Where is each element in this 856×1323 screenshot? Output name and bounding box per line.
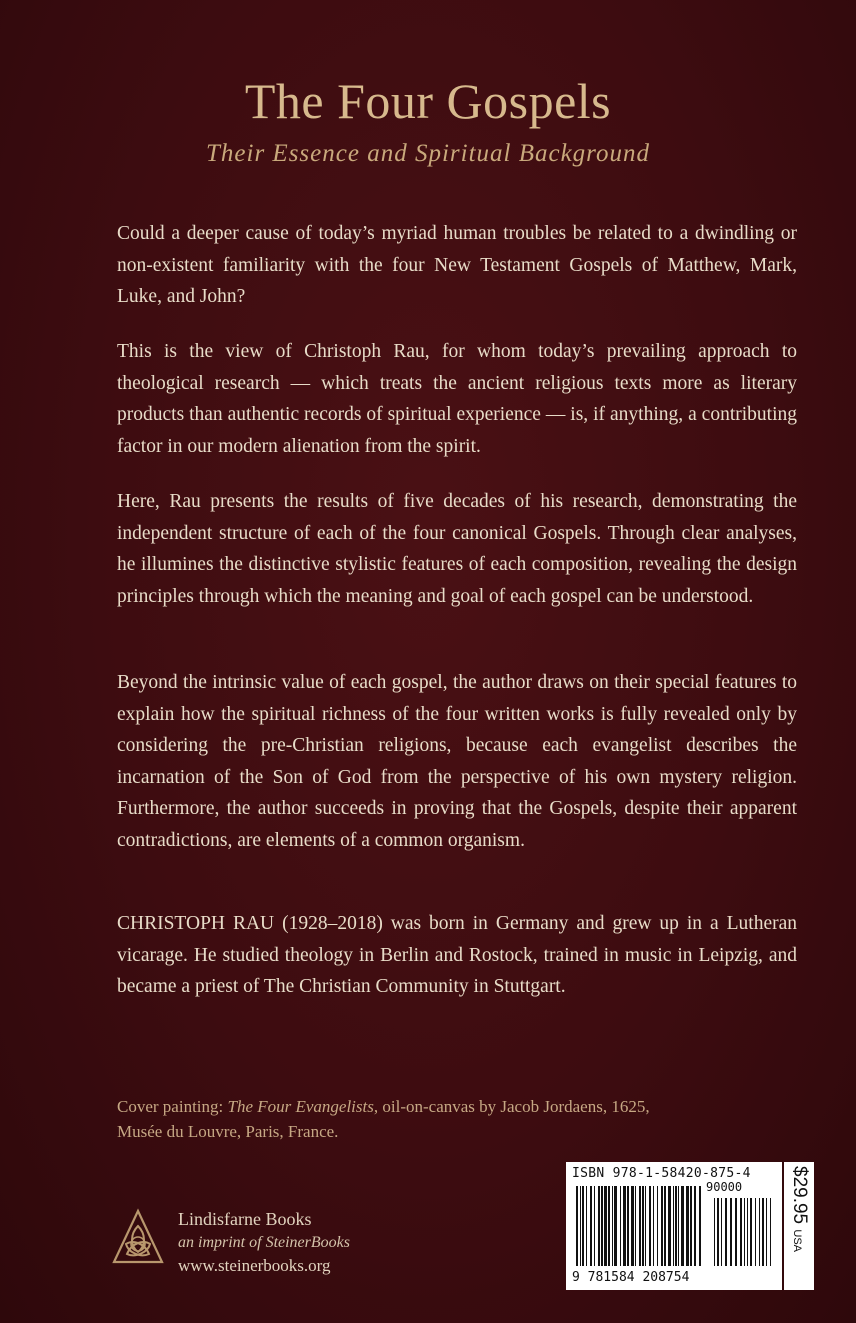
barcode-bar bbox=[580, 1186, 581, 1266]
price-currency: USA bbox=[791, 1229, 803, 1253]
barcode-bar bbox=[598, 1186, 600, 1266]
blurb-paragraph: Here, Rau presents the results of five decades of his research, demonstrating the independent structure of each of the four canonical Gospels. Through clear analyses, he illumines the distinctive stylistic features of each composition, revealing the design principles through which the meaning and goal of each gospel can be understood. bbox=[117, 491, 797, 607]
barcode-bar bbox=[576, 1186, 578, 1266]
barcode-bar bbox=[675, 1186, 677, 1266]
barcode-bar bbox=[608, 1186, 610, 1266]
addon-bar bbox=[744, 1198, 745, 1266]
addon-bar bbox=[730, 1198, 732, 1266]
barcode-bar bbox=[582, 1186, 584, 1266]
addon-bar bbox=[714, 1198, 715, 1266]
credit-painting-title: The Four Evangelists bbox=[227, 1097, 374, 1116]
addon-bar bbox=[735, 1198, 737, 1266]
publisher-url[interactable]: www.steinerbooks.org bbox=[178, 1256, 331, 1275]
blurb-paragraph: This is the view of Christoph Rau, for whom today’s prevailing approach to theological research — which treats the ancient religious texts more as literary products than authentic records of spiritual experience — is, if anything, a contributing factor in our modern alienation from the spirit. bbox=[117, 341, 797, 457]
addon-bar bbox=[725, 1198, 727, 1266]
credit-rest: , oil-on-canvas by Jacob Jordaens, 1625, bbox=[373, 1097, 650, 1116]
barcode-bar bbox=[681, 1186, 684, 1266]
addon-bar bbox=[721, 1198, 722, 1266]
author-bio: CHRISTOPH RAU (1928–2018) was born in Germany and grew up in a Lutheran vicarage. He studied theology in Berlin and Rostock, trained in music in Leipzig, and became a priest of The Christian Community in Stuttgart. bbox=[117, 913, 797, 998]
isbn-barcode bbox=[566, 1162, 782, 1290]
barcode-bar bbox=[614, 1186, 617, 1266]
isbn-text: ISBN 978-1-58420-875-4 bbox=[572, 1166, 751, 1181]
blurb-paragraph: Could a deeper cause of today’s myriad human troubles be related to a dwindling or non-existent familiarity with the four New Testament Gospels of Matthew, Mark, Luke, and John? bbox=[117, 223, 797, 308]
barcode-bar bbox=[668, 1186, 671, 1266]
barcode-bar bbox=[649, 1186, 651, 1266]
barcode-bar bbox=[594, 1186, 595, 1266]
barcode-bar bbox=[601, 1186, 603, 1266]
price-addon-code: 90000 bbox=[706, 1180, 743, 1194]
barcode-bar bbox=[653, 1186, 654, 1266]
barcode-bar bbox=[631, 1186, 634, 1266]
barcode-bar bbox=[657, 1186, 658, 1266]
publisher-name: Lindisfarne Books bbox=[178, 1209, 312, 1229]
price-label bbox=[784, 1162, 814, 1290]
barcode-bar bbox=[678, 1186, 679, 1266]
barcode-bar bbox=[642, 1186, 644, 1266]
barcode-bar bbox=[690, 1186, 692, 1266]
cover-credit bbox=[117, 1094, 797, 1144]
addon-bar bbox=[740, 1198, 742, 1266]
barcode-bar bbox=[604, 1186, 607, 1266]
addon-bar bbox=[717, 1198, 719, 1266]
publisher-tagline: an imprint of SteinerBooks bbox=[178, 1234, 350, 1251]
barcode-bar bbox=[673, 1186, 674, 1266]
credit-museum: Musée du Louvre, Paris, France. bbox=[117, 1122, 339, 1141]
barcode-bar bbox=[620, 1186, 621, 1266]
barcode-bar bbox=[664, 1186, 666, 1266]
barcode-bars bbox=[574, 1184, 774, 1270]
addon-bar bbox=[766, 1198, 767, 1266]
barcode-bar bbox=[627, 1186, 629, 1266]
barcode-bar bbox=[612, 1186, 613, 1266]
triquetra-triangle-icon bbox=[112, 1208, 164, 1266]
credit-prefix: Cover painting: bbox=[117, 1097, 228, 1116]
barcode-bar bbox=[639, 1186, 641, 1266]
book-title: The Four Gospels bbox=[244, 73, 612, 129]
barcode-bar bbox=[635, 1186, 636, 1266]
barcode-bar bbox=[623, 1186, 626, 1266]
barcode-bar bbox=[645, 1186, 646, 1266]
addon-bar bbox=[747, 1198, 748, 1266]
barcode-bar bbox=[694, 1186, 696, 1266]
addon-bar bbox=[759, 1198, 760, 1266]
barcode-bar bbox=[586, 1186, 587, 1266]
barcode-bar bbox=[686, 1186, 689, 1266]
addon-bar bbox=[770, 1198, 771, 1266]
price-amount: $29.95 bbox=[789, 1166, 810, 1225]
blurb-paragraph: Beyond the intrinsic value of each gospel, the author draws on their special features to explain how the spiritual richness of the four written works is fully revealed only by considering the pre-Christian religions, because each evangelist describes the incarnation of the Son of God from the perspective of his own mystery religion. Furthermore, the author succeeds in proving that the Gospels, despite their apparent contradictions, are elements of a common organism. bbox=[117, 672, 797, 851]
ean-digits: 9 781584 208754 bbox=[572, 1270, 690, 1285]
addon-bar bbox=[755, 1198, 756, 1266]
book-subtitle: Their Essence and Spiritual Background bbox=[206, 140, 650, 167]
barcode-bar bbox=[699, 1186, 701, 1266]
barcode-bar bbox=[661, 1186, 663, 1266]
addon-bar bbox=[762, 1198, 764, 1266]
publisher-info bbox=[178, 1208, 350, 1277]
barcode-bar bbox=[590, 1186, 592, 1266]
addon-bar bbox=[750, 1198, 752, 1266]
